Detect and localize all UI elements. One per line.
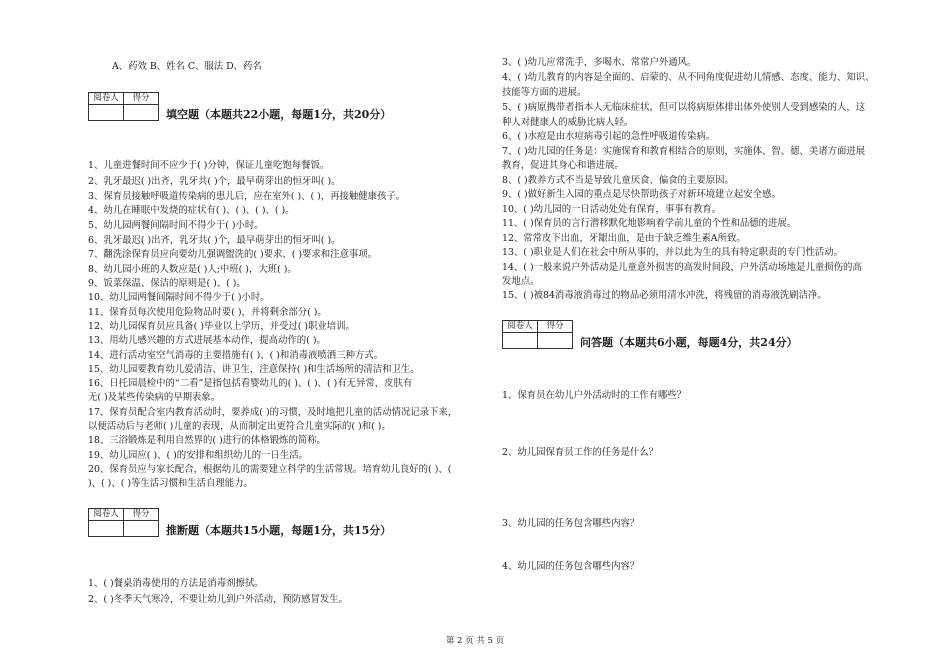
question-line: 5、幼儿园两餐间隔时间不得少于( )小时。 <box>88 220 264 231</box>
judge-line: 15、( )被84消毒液消毒过的物品必须用清水冲洗，将残留的消毒液洗刷洁净。 <box>502 290 827 301</box>
question-line: 7、翻洗涂保育员应向要幼儿强调盥洗的( )要求、( )要求和注意事项。 <box>88 249 378 260</box>
question-line: 3、保育员接触呼吸道传染病的患儿后，应在室外( )、( )，再接触健康孩子。 <box>88 191 406 202</box>
judge-line: 9、( )做好新生入园的重点是尽快帮助孩子对新环境建立起安全感。 <box>502 189 781 200</box>
judge-line: 13、( )职业是人们在社会中所从事的，并以此为生的具有特定职责的专门性活动。 <box>502 247 843 258</box>
score-table-fill <box>88 92 159 121</box>
question-line: 15、幼儿园要教育幼儿爱清洁、讲卫生，注意保持( )和生活场所的清洁和卫生。 <box>88 364 420 375</box>
table-header-score: 得分 <box>124 93 159 105</box>
question-line: 1、儿童进餐时间不应少于( )分钟，保证儿童吃饱每餐饭。 <box>88 160 330 171</box>
score-table-judge <box>88 508 159 537</box>
question-line: 4、幼儿在睡眠中发烧的症状有( )、( )、( )、( )。 <box>88 205 295 216</box>
question-line: 9、饭菜保温、保洁的原则是( )、( )。 <box>88 278 246 289</box>
judge-line: 5、( )病原携带者指本人无临床症状，但可以将病原体排出体外使别人受到感染的人，这 <box>502 102 866 113</box>
score-table-qa <box>502 320 573 349</box>
question-line: 19、幼儿园应( )、( )的安排和组织幼儿的一日生活。 <box>88 450 309 461</box>
judge-line: 8、( )教养方式不当是导致儿童厌食、偏食的主要原因。 <box>502 175 734 186</box>
judge-line: 14、( )一般来说户外活动是儿童意外损害的高发时间段，户外活动场地是儿童损伤的高 <box>502 262 862 273</box>
grader-cell <box>503 333 538 349</box>
question-line: 无( )及某些传染病的早期表象。 <box>88 392 221 403</box>
question-line: 11、保育员每次使用危险物品时要( )，并将剩余部分( )。 <box>88 307 327 318</box>
page-footer: 第 2 页 共 5 页 <box>445 636 505 646</box>
question-line: 8、幼儿园小班的人数应是( )人;中班( )，大班( )。 <box>88 264 297 275</box>
table-header-score: 得分 <box>124 509 159 521</box>
qa-question: 2、幼儿园保育员工作的任务是什么？ <box>502 447 658 458</box>
question-line: )、( )、( )等生活习惯和生活自理能力。 <box>88 478 253 489</box>
table-header-score: 得分 <box>538 321 573 333</box>
score-cell <box>124 105 159 121</box>
question-line: 17、保育员配合室内教育活动时，要养成( )的习惯，及时地把儿童的活动情况记录下来， <box>88 407 458 418</box>
question-line: 12、幼儿园保育员应具备( )毕业以上学历，并受过( )职业培训。 <box>88 321 355 332</box>
judge-line: 4、( )幼儿教育的内容是全面的、启蒙的、从不同角度促进幼儿情感、态度、能力、知识、 <box>502 72 875 83</box>
judge-line: 7、( )幼儿园的任务是：实施保育和教育相结合的原则，实施体、智、德、美诸方面进展 <box>502 146 866 157</box>
question-line: 10、幼儿园两餐间隔时间不得少于( )小时。 <box>88 292 270 303</box>
section-title-fill: 填空题（本题共22小题，每题1分，共20分） <box>166 108 392 121</box>
judge-line: 种人对健康人的威胁比病人轻。 <box>502 117 634 128</box>
table-header-grader: 阅卷人 <box>89 509 124 521</box>
judge-line: 技能等方面的进展。 <box>502 87 587 98</box>
question-line: 6、乳牙最迟( )出齐，乳牙共( )个，最早萌芽出的恒牙叫( )。 <box>88 235 341 246</box>
table-header-grader: 阅卷人 <box>89 93 124 105</box>
judge-line: 1、( )餐桌消毒使用的方法是消毒剂擦拭。 <box>88 578 264 589</box>
question-line: 13、用幼儿感兴趣的方式进展基本动作，提高动作的( )。 <box>88 335 326 346</box>
qa-question: 3、幼儿园的任务包含哪些内容？ <box>502 518 640 529</box>
judge-line: 发地点。 <box>502 276 540 287</box>
grader-cell <box>89 521 124 537</box>
judge-line: 3、( )幼儿应常洗手，多喝水、常常户外通风。 <box>502 57 697 68</box>
qa-question: 1、保育员在幼儿户外活动时的工作有哪些？ <box>502 390 687 401</box>
score-cell <box>538 333 573 349</box>
judge-line: 教育，促进其身心和谐进展。 <box>502 160 624 171</box>
score-cell <box>124 521 159 537</box>
top-options: A、药效 B、姓名 C、服法 D、药名 <box>112 61 262 72</box>
question-line: 2、乳牙最迟( )出齐，乳牙共( )个，最早萌芽出的恒牙叫( )。 <box>88 176 341 187</box>
question-line: 以便活动后与老师( )儿童的表现，从而制定出更符合儿童实际的( )和( )。 <box>88 421 391 432</box>
section-title-qa: 问答题（本题共6小题，每题4分，共24分） <box>580 336 798 349</box>
judge-line: 6、( )水痘是由水痘病毒引起的急性呼吸道传染病。 <box>502 131 716 142</box>
table-header-grader: 阅卷人 <box>503 321 538 333</box>
judge-line: 11、( )保育员的言行潜移默化地影响着学前儿童的个性和品德的进展。 <box>502 218 797 229</box>
judge-line: 10、( )幼儿园的一日活动处处有保育，事事有教育。 <box>502 204 722 215</box>
section-title-judge: 推断题（本题共15小题，每题1分，共15分） <box>166 524 392 537</box>
judge-line: 2、( )冬季天气寒冷，不要让幼儿到户外活动，预防感冒发生。 <box>88 594 349 605</box>
qa-question: 4、幼儿园的任务包含哪些内容？ <box>502 561 640 572</box>
judge-line: 12、常常皮下出血，牙龈出血，是由于缺乏维生素A所致。 <box>502 233 746 244</box>
question-line: 18、三浴锻炼是利用自然界的( )进行的体格锻炼的简称。 <box>88 435 326 446</box>
question-line: 16、日托园晨检中的“二看”是指包括看婴幼儿的( )、( )、( )有无异常，皮肤有 <box>88 378 413 389</box>
question-line: 20、保育员应与家长配合，根据幼儿的需要建立科学的生活常规。培育幼儿良好的( )、( <box>88 464 452 475</box>
grader-cell <box>89 105 124 121</box>
question-line: 14、进行活动室空气消毒的主要措施有( )、( )和消毒液喷洒三种方式。 <box>88 350 384 361</box>
